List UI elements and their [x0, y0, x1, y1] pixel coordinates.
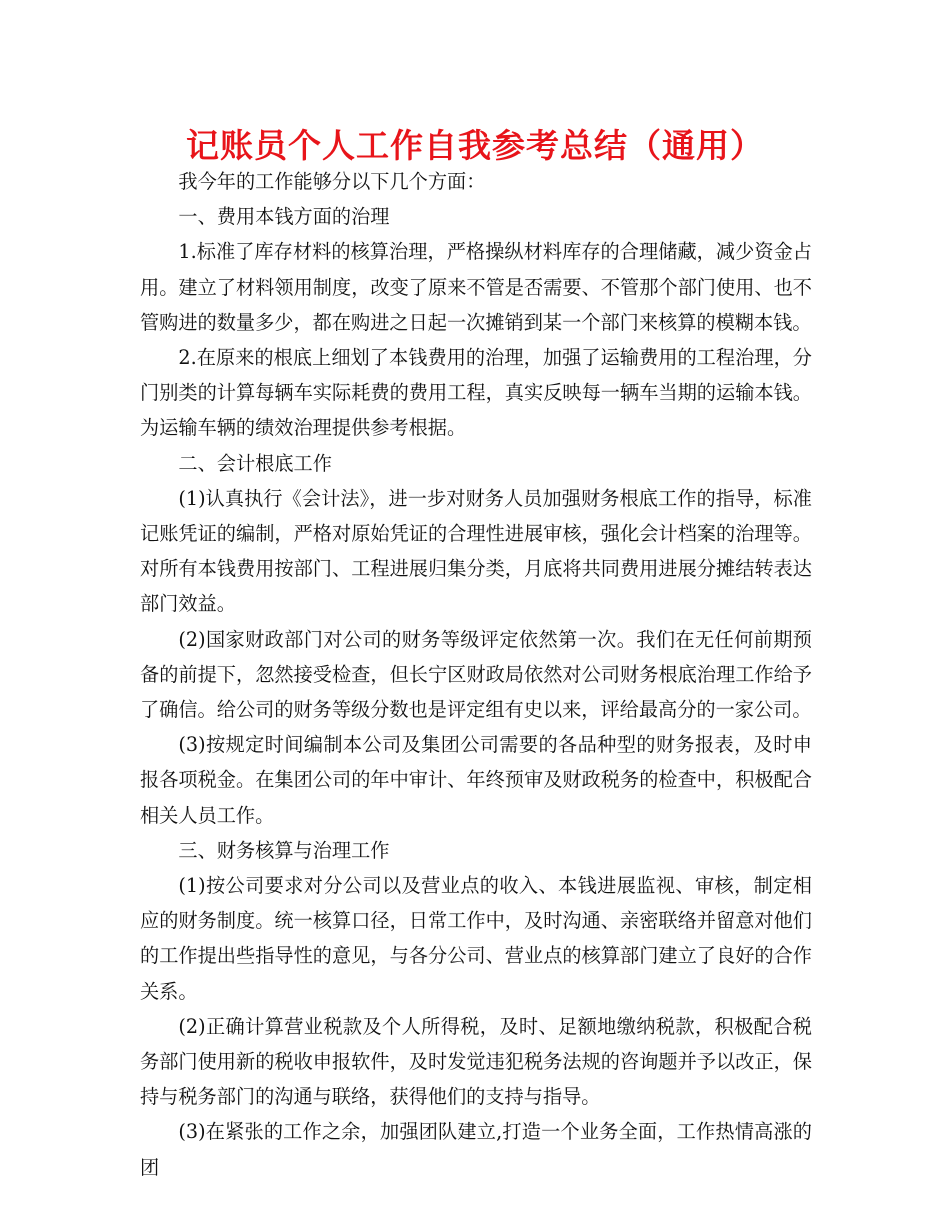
- section-heading-accounting-basics: 二、会计根底工作: [178, 451, 332, 475]
- paragraph-financial-item-3: (3)在紧张的工作之余，加强团队建立,打造一个业务全面，工作热情高涨的团: [140, 1120, 812, 1179]
- paragraph-financial-item-2: (2)正确计算营业税款及个人所得税，及时、足额地缴纳税款，积极配合税务部门使用新的税收申报软件，及时发觉违犯税务法规的咨询题并予以改正，保持与税务部门的沟通与联络，获得他们的支持与指导。: [140, 1014, 812, 1109]
- paragraph-cost-item-2: 2.在原来的根底上细划了本钱费用的治理，加强了运输费用的工程治理，分门别类的计算每辆车实际耗费的费用工程，真实反映每一辆车当期的运输本钱。为运输车辆的绩效治理提供参考根据。: [140, 346, 812, 440]
- paragraph-cost-item-1: 1.标准了库存材料的核算治理，严格操纵材料库存的合理储藏，减少资金占用。建立了材料领用制度，改变了原来不管是否需要、不管那个部门使用、也不管购进的数量多少，都在购进之日起一次摊销到某一个部门来核算的模糊本钱。: [140, 240, 812, 334]
- section-heading-financial-accounting: 三、财务核算与治理工作: [178, 838, 390, 862]
- paragraph-accounting-item-1: (1)认真执行《会计法》，进一步对财务人员加强财务根底工作的指导，标准记账凭证的编制，严格对原始凭证的合理性进展审核，强化会计档案的治理等。对所有本钱费用按部门、工程进展归集分类，月底将共同费用进展分摊结转表达部门效益。: [140, 486, 812, 616]
- paragraph-intro: 我今年的工作能够分以下几个方面：: [178, 170, 486, 193]
- document-body: [140, 164, 812, 1185]
- section-heading-cost-management: 一、费用本钱方面的治理: [178, 205, 390, 229]
- paragraph-financial-item-1: (1)按公司要求对分公司以及营业点的收入、本钱进展监视、审核，制定相应的财务制度。统一核算口径，日常工作中，及时沟通、亲密联络并留意对他们的工作提出些指导性的意见，与各分公司、营业点的核算部门建立了良好的合作关系。: [140, 874, 812, 1003]
- paragraph-accounting-item-3: (3)按规定时间编制本公司及集团公司需要的各品种型的财务报表，及时申报各项税金。在集团公司的年中审计、年终预审及财政税务的检查中，积极配合相关人员工作。: [140, 733, 812, 827]
- paragraph-accounting-item-2: (2)国家财政部门对公司的财务等级评定依然第一次。我们在无任何前期预备的前提下，忽然接受检查，但长宁区财政局依然对公司财务根底治理工作给予了确信。给公司的财务等级分数也是评定组有史以来，评给最高分的一家公司。: [140, 627, 812, 722]
- document-title: 记账员个人工作自我参考总结（通用）: [186, 126, 764, 165]
